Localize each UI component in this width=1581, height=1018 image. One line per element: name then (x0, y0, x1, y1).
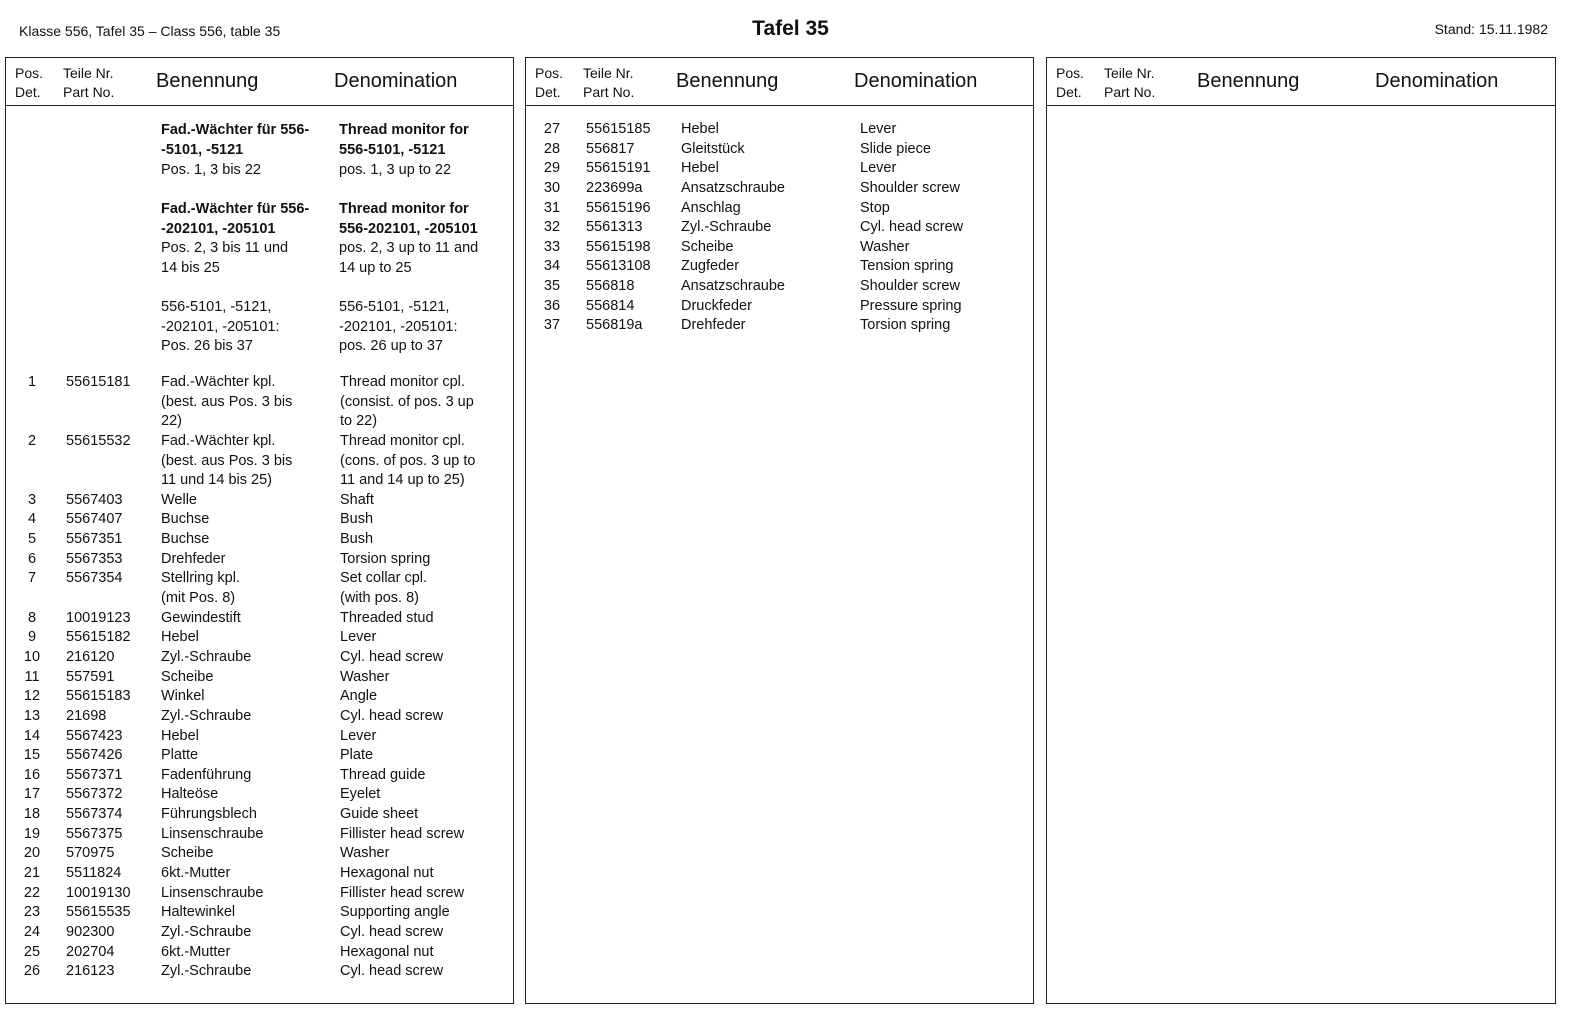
row-benennung: (mit Pos. 8) (161, 590, 236, 607)
row-pos: 32 (543, 219, 561, 236)
col-part-header: Teile Nr. Part No. (583, 65, 635, 100)
table-row (526, 199, 1033, 219)
row-part-no: 55615196 (586, 199, 651, 216)
header-left-label: Klasse 556, Tafel 35 – Class 556, table 35 (19, 23, 281, 39)
row-denomination: Stop (860, 199, 890, 216)
row-benennung: Winkel (161, 688, 205, 705)
row-benennung: Führungsblech (161, 806, 257, 823)
row-benennung: Fad.-Wächter kpl. (161, 374, 276, 390)
row-benennung: Zyl.-Schraube (161, 963, 252, 980)
row-denomination: Washer (860, 238, 910, 255)
table-row (6, 510, 513, 530)
row-denomination: Shoulder screw (860, 278, 960, 295)
row-pos: 15 (23, 747, 41, 764)
table-row (526, 218, 1033, 238)
row-part-no: 21698 (66, 707, 107, 724)
table-row (6, 471, 513, 491)
row-part-no: 556819a (586, 317, 643, 334)
row-denomination: Hexagonal nut (340, 865, 434, 882)
table-row (526, 257, 1033, 277)
row-benennung: Fadenführung (161, 766, 252, 783)
row-pos: 2 (27, 432, 37, 449)
row-benennung: Hebel (161, 629, 199, 646)
row-pos: 3 (27, 491, 37, 508)
row-benennung: Welle (161, 491, 197, 508)
note-en: pos. 1, 3 up to 22 (339, 162, 452, 178)
table-row (6, 707, 513, 727)
table-row (6, 491, 513, 511)
col-benennung-header: Benennung (676, 70, 779, 92)
note-de: Fad.-Wächter für 556- -5101, -5121 (161, 122, 310, 158)
row-part-no: 5567426 (66, 747, 123, 764)
row-benennung: Zyl.-Schraube (161, 707, 252, 724)
table-row (6, 962, 513, 982)
row-part-no: 55615181 (66, 374, 131, 390)
row-part-no: 55615185 (586, 121, 651, 137)
row-part-no: 5567353 (66, 550, 123, 567)
row-pos: 36 (543, 297, 561, 314)
row-pos: 22 (23, 884, 41, 901)
row-denomination: Eyelet (340, 786, 381, 803)
row-denomination: Cyl. head screw (340, 923, 444, 940)
row-denomination: Threaded stud (340, 609, 434, 626)
row-pos: 37 (543, 317, 561, 334)
row-denomination: Thread monitor cpl. (340, 432, 465, 449)
row-benennung: Stellring kpl. (161, 570, 240, 587)
row-pos: 1 (27, 374, 37, 390)
row-pos: 34 (543, 258, 561, 275)
row-benennung: Zugfeder (681, 258, 740, 275)
row-denomination: Hexagonal nut (340, 943, 434, 960)
col-denomination-header: Denomination (854, 70, 978, 92)
row-denomination: Bush (340, 531, 374, 548)
row-benennung: 22) (161, 413, 182, 430)
row-pos: 24 (23, 923, 41, 940)
table-row (6, 589, 513, 609)
row-part-no: 5567351 (66, 531, 123, 548)
row-denomination: 11 and 14 up to 25) (340, 472, 465, 489)
row-pos: 4 (27, 511, 37, 528)
row-part-no: 10019123 (66, 609, 131, 626)
note-de: Pos. 2, 3 bis 11 und 14 bis 25 (161, 240, 289, 276)
row-denomination: Plate (340, 747, 374, 764)
row-benennung: Hebel (161, 727, 199, 744)
col-denomination-header: Denomination (1375, 70, 1499, 92)
row-part-no: 902300 (66, 923, 115, 940)
panel-header (526, 58, 1033, 106)
row-denomination: (consist. of pos. 3 up (340, 393, 474, 410)
row-benennung: Gewindestift (161, 609, 241, 626)
col-denomination-header: Denomination (334, 70, 458, 92)
row-benennung: Zyl.-Schraube (681, 219, 772, 236)
parts-list-mid (526, 120, 1033, 336)
row-benennung: Buchse (161, 531, 210, 548)
row-pos: 35 (543, 278, 561, 295)
row-part-no: 202704 (66, 943, 115, 960)
row-pos: 20 (23, 845, 41, 862)
row-part-no: 223699a (586, 179, 643, 196)
row-pos: 31 (543, 199, 561, 216)
row-part-no: 570975 (66, 845, 115, 862)
row-pos: 10 (23, 648, 41, 665)
row-part-no: 5567372 (66, 786, 123, 803)
row-benennung: Ansatzschraube (681, 179, 785, 196)
row-pos: 33 (543, 238, 561, 255)
row-denomination: Thread monitor cpl. (340, 374, 465, 390)
col-pos-header: Pos. Det. (1056, 65, 1085, 100)
row-benennung: Linsenschraube (161, 825, 264, 842)
table-row (6, 648, 513, 668)
row-part-no: 5567375 (66, 825, 123, 842)
row-denomination: Guide sheet (340, 806, 419, 823)
table-row (6, 785, 513, 805)
col-benennung-header: Benennung (156, 70, 259, 92)
table-row (6, 550, 513, 570)
table-row (526, 179, 1033, 199)
row-part-no: 216123 (66, 963, 115, 980)
row-pos: 18 (23, 806, 41, 823)
row-pos: 23 (23, 904, 41, 921)
row-denomination: Fillister head screw (340, 884, 465, 901)
row-part-no: 5567403 (66, 491, 123, 508)
row-benennung: Scheibe (161, 668, 214, 685)
table-row (6, 373, 513, 393)
table-row (6, 687, 513, 707)
table-row (6, 903, 513, 923)
panel-header (6, 58, 513, 106)
row-denomination: Shoulder screw (860, 179, 960, 196)
row-part-no: 55615191 (586, 160, 651, 177)
row-pos: 14 (23, 727, 41, 744)
note-de: 556-5101, -5121, -202101, -205101: Pos. 26 bis 37 (161, 299, 280, 355)
header-date: Stand: 15.11.1982 (1434, 21, 1548, 37)
row-benennung: Anschlag (681, 199, 741, 216)
row-denomination: Lever (340, 727, 377, 744)
row-part-no: 5567374 (66, 806, 123, 823)
row-pos: 12 (23, 688, 41, 705)
row-part-no: 55615535 (66, 904, 131, 921)
row-denomination: Cyl. head screw (340, 963, 444, 980)
row-benennung: Platte (161, 747, 199, 764)
row-denomination: Set collar cpl. (340, 570, 428, 587)
row-benennung: 6kt.-Mutter (161, 865, 231, 882)
table-row (6, 727, 513, 747)
parts-panel-3 (1046, 57, 1556, 1004)
row-denomination: Shaft (340, 491, 374, 508)
panel-header (1047, 58, 1555, 106)
row-benennung: Zyl.-Schraube (161, 923, 252, 940)
table-row (6, 393, 513, 413)
row-pos: 28 (543, 140, 561, 157)
note-en: pos. 2, 3 up to 11 and 14 up to 25 (339, 240, 479, 276)
table-row (6, 668, 513, 688)
table-row (6, 766, 513, 786)
table-row (6, 628, 513, 648)
row-part-no: 556818 (586, 278, 635, 295)
row-denomination: (cons. of pos. 3 up to (340, 452, 476, 469)
row-pos: 26 (23, 963, 41, 980)
row-denomination: Angle (340, 688, 378, 705)
row-denomination: (with pos. 8) (340, 590, 419, 607)
row-part-no: 10019130 (66, 884, 131, 901)
row-denomination: Cyl. head screw (340, 648, 444, 665)
row-denomination: Supporting angle (340, 904, 450, 921)
row-pos: 19 (23, 825, 41, 842)
row-denomination: Lever (860, 121, 897, 137)
row-pos: 29 (543, 160, 561, 177)
row-benennung: Hebel (681, 121, 719, 137)
row-denomination: Bush (340, 511, 374, 528)
table-row (6, 923, 513, 943)
row-part-no: 5567423 (66, 727, 123, 744)
table-row (526, 159, 1033, 179)
row-part-no: 557591 (66, 668, 115, 685)
row-part-no: 556817 (586, 140, 635, 157)
row-benennung: Buchse (161, 511, 210, 528)
note-en: Thread monitor for 556-202101, -205101 (339, 201, 478, 237)
row-part-no: 5567371 (66, 766, 123, 783)
table-row (526, 140, 1033, 160)
row-benennung: Halteöse (161, 786, 219, 803)
row-pos: 21 (23, 865, 41, 882)
table-row (6, 412, 513, 432)
table-row (6, 530, 513, 550)
row-part-no: 5511824 (66, 865, 122, 882)
row-part-no: 556814 (586, 297, 635, 314)
table-row (6, 825, 513, 845)
row-benennung: Scheibe (681, 238, 734, 255)
row-denomination: Lever (340, 629, 377, 646)
row-part-no: 55615198 (586, 238, 651, 255)
row-part-no: 5561313 (586, 219, 643, 236)
row-denomination: Cyl. head screw (860, 219, 964, 236)
row-denomination: Washer (340, 845, 390, 862)
table-row (526, 120, 1033, 140)
table-row (6, 805, 513, 825)
row-pos: 13 (23, 707, 41, 724)
note-en: 556-5101, -5121, -202101, -205101: pos. 26 up to 37 (339, 299, 458, 355)
row-benennung: Zyl.-Schraube (161, 648, 252, 665)
table-row (6, 609, 513, 629)
parts-panel-1 (5, 57, 514, 1004)
row-pos: 5 (27, 531, 37, 548)
row-pos: 16 (23, 766, 41, 783)
parts-list-left (6, 373, 513, 982)
row-benennung: Scheibe (161, 845, 214, 862)
parts-panel-2 (525, 57, 1034, 1004)
col-part-header: Teile Nr. Part No. (63, 65, 115, 100)
row-benennung: (best. aus Pos. 3 bis (161, 452, 293, 469)
note-de: Pos. 1, 3 bis 22 (161, 162, 261, 178)
row-benennung: Druckfeder (681, 297, 752, 314)
row-pos: 30 (543, 179, 561, 196)
row-pos: 9 (27, 629, 37, 646)
row-pos: 27 (543, 121, 561, 137)
row-benennung: Fad.-Wächter kpl. (161, 432, 276, 449)
col-pos-header: Pos. Det. (15, 65, 44, 100)
row-pos: 25 (23, 943, 41, 960)
note-en: Thread monitor for 556-5101, -5121 (339, 122, 469, 158)
row-denomination: Pressure spring (860, 297, 962, 314)
row-part-no: 55615532 (66, 432, 131, 449)
row-pos: 8 (27, 609, 37, 626)
row-pos: 17 (23, 786, 41, 803)
row-benennung: Hebel (681, 160, 719, 177)
row-benennung: Gleitstück (681, 140, 745, 157)
row-denomination: Thread guide (340, 766, 426, 783)
table-row (6, 943, 513, 963)
row-benennung: 11 und 14 bis 25) (161, 472, 272, 489)
col-pos-header: Pos. Det. (535, 65, 564, 100)
row-part-no: 55615183 (66, 688, 131, 705)
row-part-no: 55613108 (586, 258, 651, 275)
row-pos: 7 (27, 570, 37, 587)
row-benennung: Ansatzschraube (681, 278, 785, 295)
row-part-no: 5567407 (66, 511, 123, 528)
row-part-no: 5567354 (66, 570, 123, 587)
row-denomination: Lever (860, 160, 897, 177)
row-denomination: Torsion spring (860, 317, 951, 334)
row-denomination: Washer (340, 668, 390, 685)
row-denomination: Cyl. head screw (340, 707, 444, 724)
row-denomination: Slide piece (860, 140, 931, 157)
row-benennung: Drehfeder (161, 550, 226, 567)
table-row (526, 316, 1033, 336)
table-row (6, 452, 513, 472)
row-part-no: 55615182 (66, 629, 131, 646)
col-benennung-header: Benennung (1197, 70, 1300, 92)
row-pos: 11 (24, 668, 40, 685)
table-row (6, 844, 513, 864)
row-benennung: (best. aus Pos. 3 bis (161, 393, 293, 410)
row-benennung: Linsenschraube (161, 884, 264, 901)
row-denomination: Tension spring (860, 258, 954, 275)
row-denomination: Torsion spring (340, 550, 431, 567)
row-pos: 6 (27, 550, 37, 567)
note-de: Fad.-Wächter für 556- -202101, -205101 (161, 201, 310, 237)
col-part-header: Teile Nr. Part No. (1104, 65, 1156, 100)
table-row (526, 277, 1033, 297)
page-title: Tafel 35 (752, 17, 829, 40)
row-part-no: 216120 (66, 648, 115, 665)
row-denomination: to 22) (340, 413, 378, 430)
page-header (0, 0, 1581, 56)
row-benennung: Drehfeder (681, 317, 746, 334)
row-denomination: Fillister head screw (340, 825, 465, 842)
table-row (6, 884, 513, 904)
table-row (6, 864, 513, 884)
row-benennung: Haltewinkel (161, 904, 236, 921)
table-row (526, 238, 1033, 258)
table-row (6, 746, 513, 766)
table-row (6, 432, 513, 452)
table-row (526, 297, 1033, 317)
row-benennung: 6kt.-Mutter (161, 943, 231, 960)
table-row (6, 569, 513, 589)
